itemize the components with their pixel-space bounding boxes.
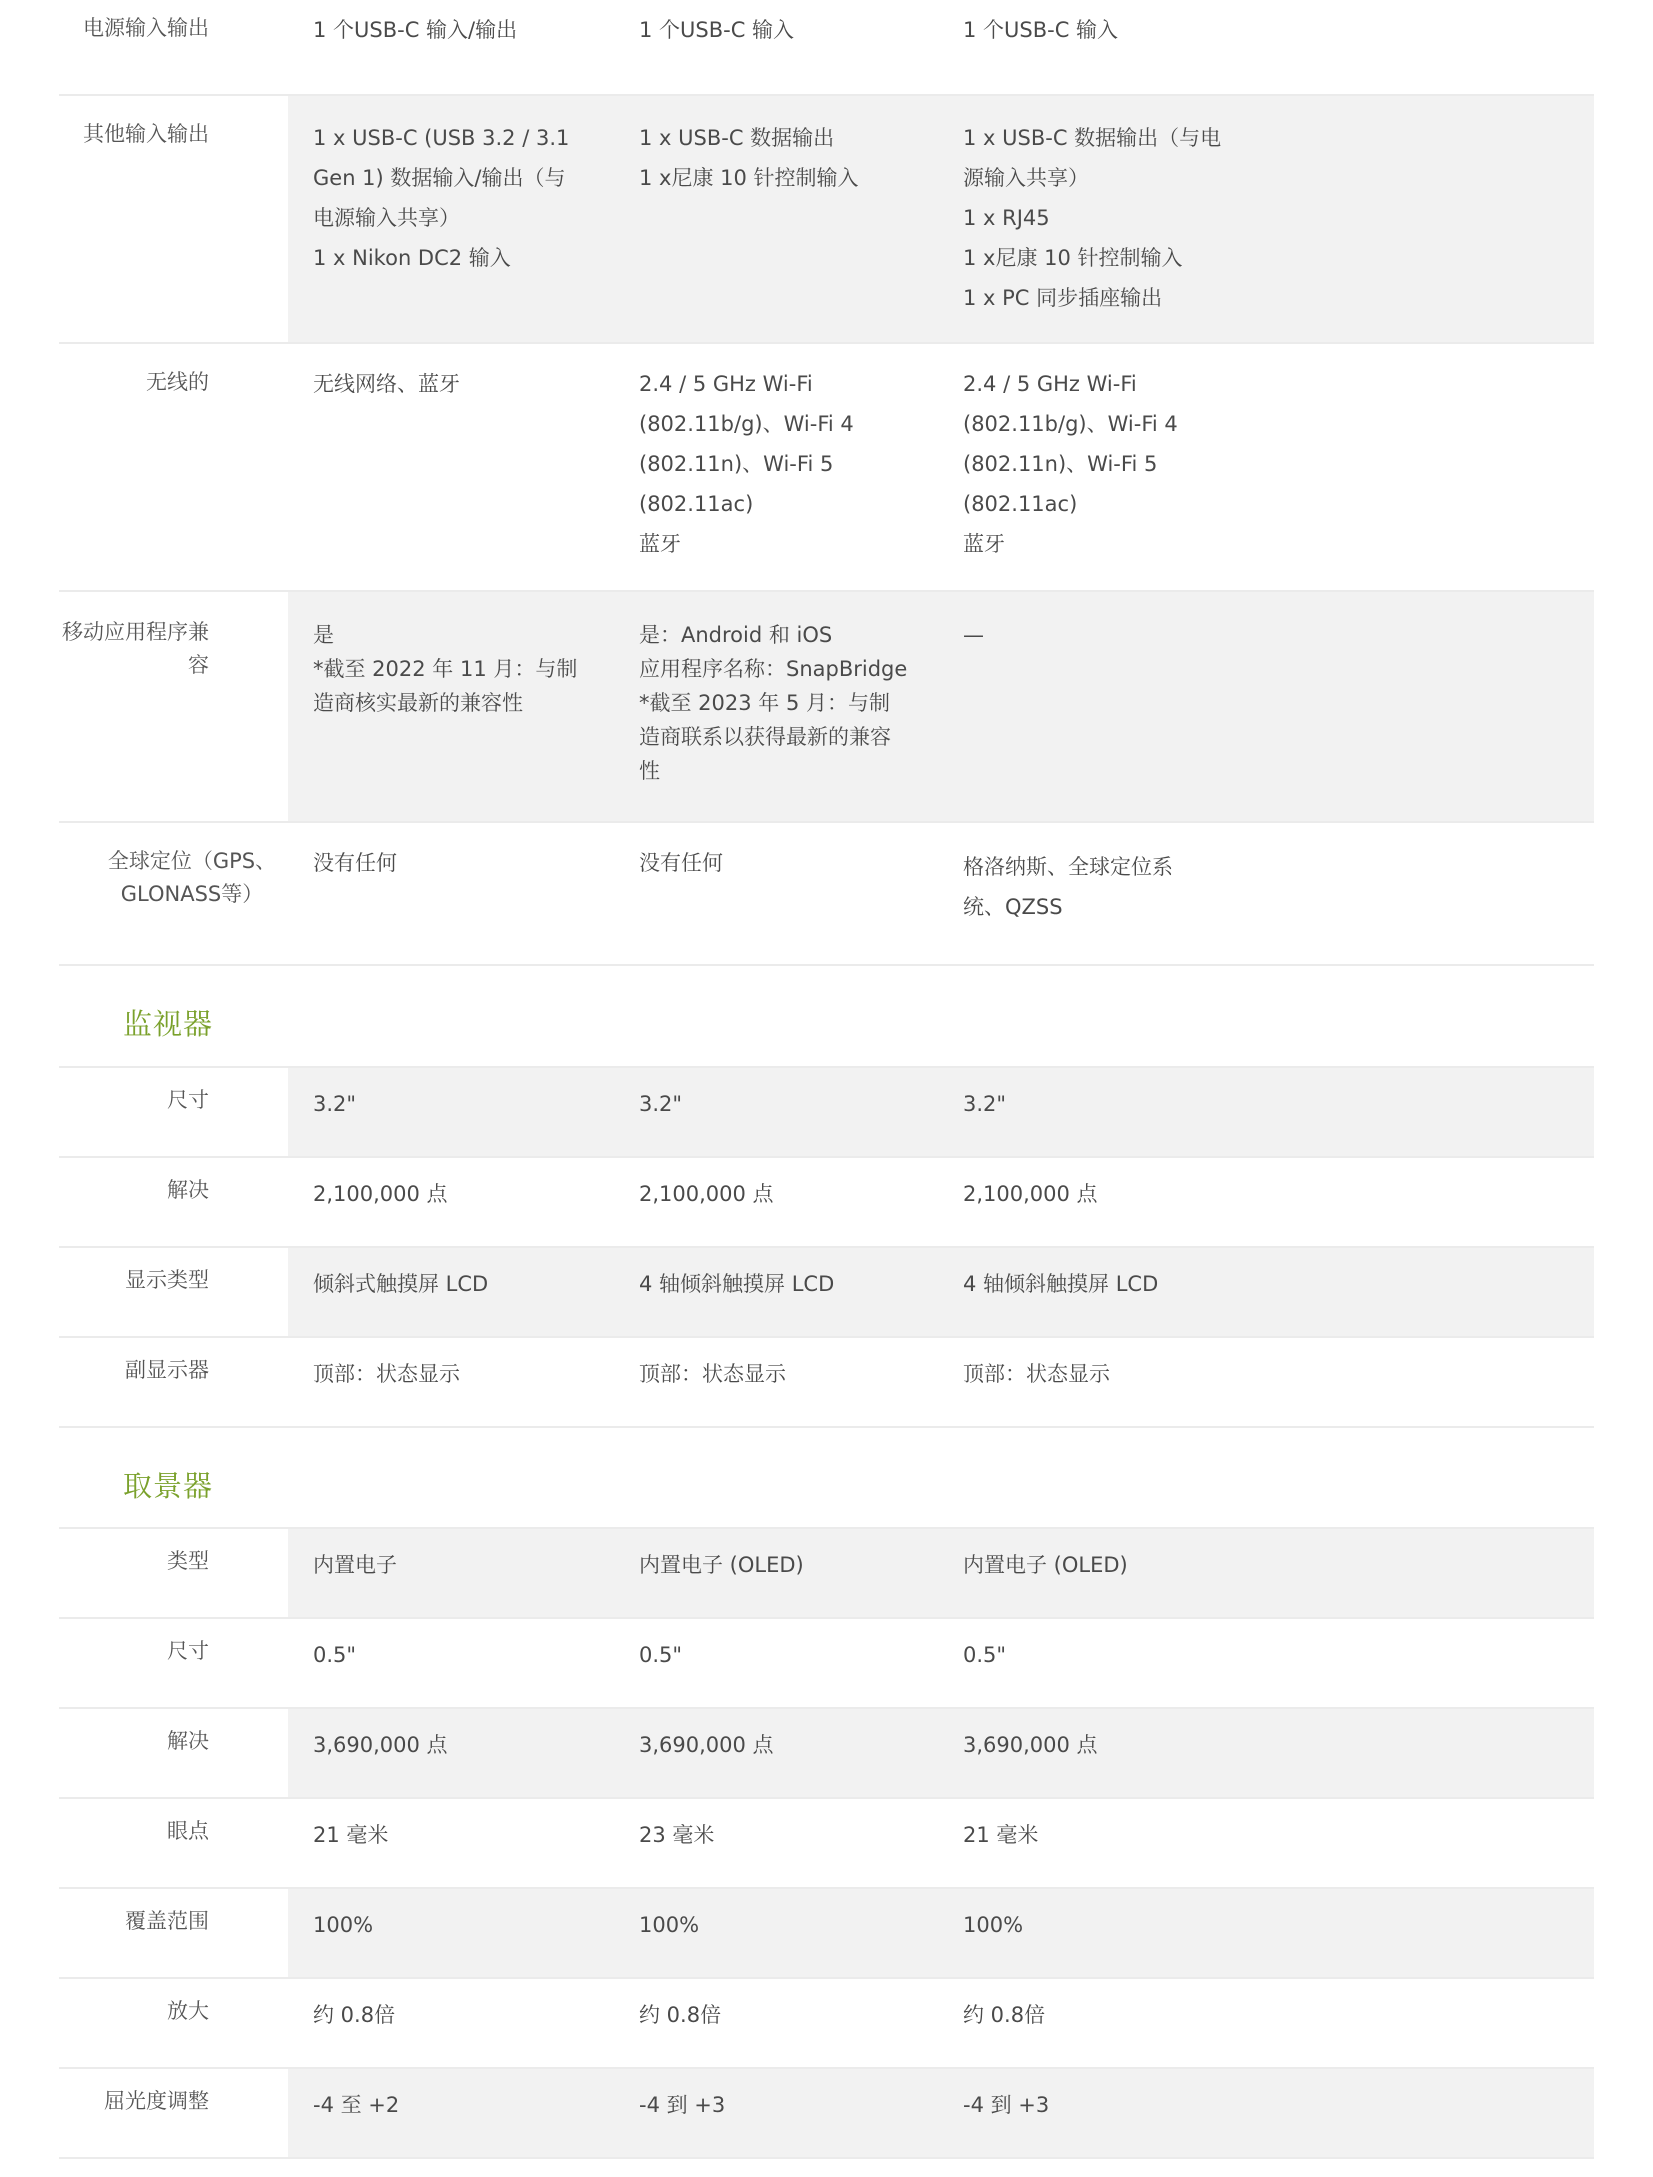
section-monitor: [59, 966, 1594, 1068]
row-label: 尺寸: [167, 1088, 209, 1112]
cell-model-1: 内置电子: [313, 1553, 397, 1577]
cell-model-2: 100%: [639, 1913, 700, 1937]
cell-model-3: 内置电子 (OLED): [963, 1553, 1128, 1577]
cell-model-3: 4 轴倾斜触摸屏 LCD: [963, 1272, 1159, 1296]
row-label: 电源输入输出: [83, 16, 209, 40]
cell-model-2: 顶部：状态显示: [639, 1362, 786, 1386]
spec-row-power-io: [59, 0, 1594, 96]
cell-model-3: 约 0.8倍: [963, 2003, 1046, 2027]
cell-model-3: 21 毫米: [963, 1823, 1039, 1847]
spec-row-gps: [59, 823, 1594, 966]
spec-row: [59, 1338, 1594, 1428]
cell-model-1: 3.2": [313, 1092, 357, 1116]
spec-row: [59, 1529, 1594, 1619]
cell-model-2: 0.5": [639, 1643, 683, 1667]
cell-model-2: 3,690,000 点: [639, 1733, 774, 1757]
cell-model-3: 2.4 / 5 GHz Wi-Fi (802.11b/g)、Wi-Fi 4 (802.11n)、Wi-Fi 5 (802.11ac) 蓝牙: [963, 372, 1178, 556]
cell-model-3: -4 到 +3: [963, 2093, 1050, 2117]
row-label: 类型: [167, 1549, 209, 1573]
cell-model-3: 2,100,000 点: [963, 1182, 1098, 1206]
cell-model-2: 2,100,000 点: [639, 1182, 774, 1206]
row-label: 全球定位（GPS、GLONASS等）: [107, 849, 277, 906]
cell-model-3: —: [963, 623, 984, 647]
cell-model-1: 1 个USB-C 输入/输出: [313, 18, 518, 42]
section-title: 监视器: [123, 1007, 214, 1041]
cell-model-1: 是 *截至 2022 年 11 月：与制 造商核实最新的兼容性: [313, 623, 578, 715]
cell-model-1: 0.5": [313, 1643, 357, 1667]
row-label: 解决: [167, 1729, 209, 1753]
spec-row: [59, 2069, 1594, 2159]
cell-model-2: 1 x USB-C 数据输出 1 x尼康 10 针控制输入: [639, 126, 859, 190]
row-label: 放大: [167, 1999, 209, 2023]
row-label: 副显示器: [125, 1358, 209, 1382]
cell-model-2: 3.2": [639, 1092, 683, 1116]
spec-table: [59, 0, 1594, 2159]
cell-model-2: 23 毫米: [639, 1823, 715, 1847]
spec-row-mobile-app: [59, 592, 1594, 823]
spec-row: [59, 1619, 1594, 1709]
row-label: 其他输入输出: [83, 122, 209, 146]
cell-model-3: 3,690,000 点: [963, 1733, 1098, 1757]
cell-model-3: 1 x USB-C 数据输出（与电 源输入共享） 1 x RJ45 1 x尼康 10 针控制输入 1 x PC 同步插座输出: [963, 126, 1222, 310]
cell-model-3: 0.5": [963, 1643, 1007, 1667]
spec-row-other-io: [59, 96, 1594, 344]
row-label: 移动应用程序兼容: [62, 620, 209, 677]
section-title: 取景器: [123, 1469, 214, 1503]
cell-model-1: 1 x USB-C (USB 3.2 / 3.1 Gen 1) 数据输入/输出（与 电源输入共享） 1 x Nikon DC2 输入: [313, 126, 570, 270]
cell-model-2: 4 轴倾斜触摸屏 LCD: [639, 1272, 835, 1296]
section-viewfinder: [59, 1428, 1594, 1529]
cell-model-1: 约 0.8倍: [313, 2003, 396, 2027]
row-label: 解决: [167, 1178, 209, 1202]
cell-model-3: 1 个USB-C 输入: [963, 18, 1119, 42]
spec-row-wireless: [59, 344, 1594, 592]
row-label: 屈光度调整: [104, 2089, 209, 2113]
cell-model-3: 格洛纳斯、全球定位系 统、QZSS: [963, 855, 1173, 919]
cell-model-3: 100%: [963, 1913, 1024, 1937]
row-label: 尺寸: [167, 1639, 209, 1663]
cell-model-1: 无线网络、蓝牙: [313, 372, 460, 396]
row-label: 眼点: [167, 1819, 209, 1843]
cell-model-1: 顶部：状态显示: [313, 1362, 460, 1386]
cell-model-2: 约 0.8倍: [639, 2003, 722, 2027]
cell-model-2: 没有任何: [639, 851, 723, 875]
cell-model-1: -4 至 +2: [313, 2093, 400, 2117]
spec-row: [59, 1068, 1594, 1158]
cell-model-1: 倾斜式触摸屏 LCD: [313, 1272, 489, 1296]
cell-model-1: 3,690,000 点: [313, 1733, 448, 1757]
cell-model-3: 3.2": [963, 1092, 1007, 1116]
spec-row: [59, 1248, 1594, 1338]
cell-model-2: -4 到 +3: [639, 2093, 726, 2117]
cell-model-2: 2.4 / 5 GHz Wi-Fi (802.11b/g)、Wi-Fi 4 (802.11n)、Wi-Fi 5 (802.11ac) 蓝牙: [639, 372, 854, 556]
cell-model-3: 顶部：状态显示: [963, 1362, 1110, 1386]
spec-row: [59, 1889, 1594, 1979]
spec-row: [59, 1709, 1594, 1799]
cell-model-2: 是：Android 和 iOS 应用程序名称：SnapBridge *截至 2023 年 5 月：与制 造商联系以获得最新的兼容 性: [639, 623, 908, 783]
row-label: 显示类型: [125, 1268, 209, 1292]
cell-model-2: 内置电子 (OLED): [639, 1553, 804, 1577]
cell-model-1: 没有任何: [313, 851, 397, 875]
cell-model-1: 100%: [313, 1913, 374, 1937]
spec-row: [59, 1979, 1594, 2069]
spec-row: [59, 1799, 1594, 1889]
cell-model-1: 2,100,000 点: [313, 1182, 448, 1206]
spec-row: [59, 1158, 1594, 1248]
cell-model-1: 21 毫米: [313, 1823, 389, 1847]
cell-model-2: 1 个USB-C 输入: [639, 18, 795, 42]
row-label: 无线的: [146, 370, 209, 394]
row-label: 覆盖范围: [125, 1909, 209, 1933]
